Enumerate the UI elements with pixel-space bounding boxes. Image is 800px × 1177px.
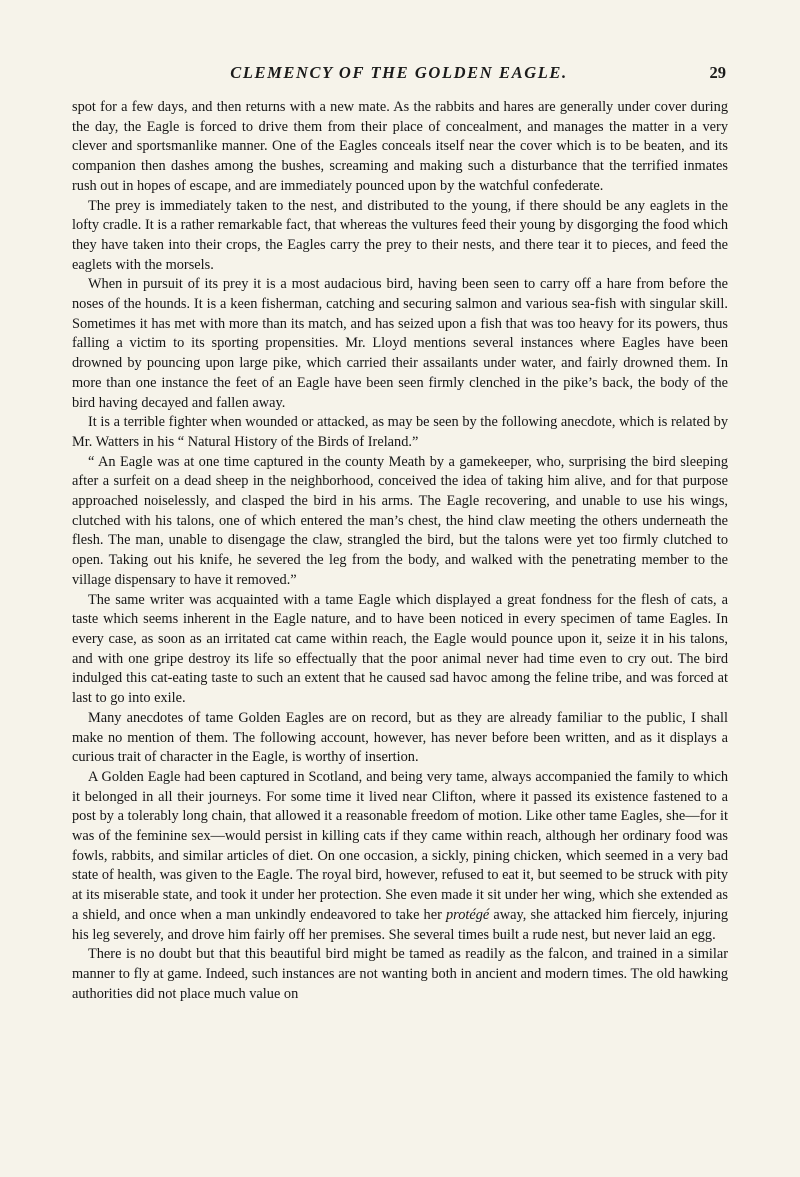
body-text	[72, 98, 728, 1004]
paragraph-taming: There is no doubt but that this beautiful bird might be tamed as readily as the falcon, and trained in a similar manner to fly at game. Indeed, such instances are not wanting both in ancient and modern times. The old hawking authorities did not place much value on	[72, 946, 728, 1002]
paragraph-fighter: It is a terrible fighter when wounded or attacked, as may be seen by the following anecdote, which is related by Mr. Watters in his “ Natural History of the Birds of Ireland.”	[72, 414, 728, 450]
running-header	[72, 63, 726, 85]
paragraph-clifton-eagle	[72, 768, 728, 945]
paragraph-clifton-eagle-part-1: A Golden Eagle had been captured in Scotland, and being very tame, always accompanied the family to which it belonged in all their journeys. For some time it lived near Clifton, where it passed its existence fastened to a post by a tolerably long chain, that allowed it a reasonable freedom of motion. Like other tame Eagles, she—for it was of the feminine sex—would persist in killing cats if they came within reach, although her ordinary food was fowls, rabbits, and similar articles of diet. On one occasion, a sickly, pining chicken, which seemed in a very bad state of health, was given to the Eagle. The royal bird, however, refused to eat it, but seemed to be struck with pity at its miserable state, and took it under her protection. She even made it sit under her wing, which she extended as a shield, and once when a man unkindly endeavored to take her	[72, 768, 728, 923]
paragraph-rabbit-hunting: spot for a few days, and then returns with a new mate. As the rabbits and hares are generally under cover during the day, the Eagle is forced to drive them from their place of concealment, and manages the matter in a very clever and sportsmanlike manner. One of the Eagles conceals itself near the cover which is to be beaten, and its companion then dashes among the bushes, screaming and making such a disturbance that the terrified inmates rush out in hopes of escape, and are immediately pounced upon by the watchful confederate.	[72, 99, 728, 194]
paragraph-prey-nest: The prey is immediately taken to the nest, and distributed to the young, if there should be any eaglets in the lofty cradle. It is a rather remarkable fact, that whereas the vultures feed their young by disgorging the food which they have taken into their crops, the Eagles carry the prey to their nests, and there tear it to pieces, and feed the eaglets with the morsels.	[72, 197, 728, 273]
paragraph-cat-eating: The same writer was acquainted with a tame Eagle which displayed a great fondness for the flesh of cats, a taste which seems inherent in the Eagle nature, and to have been noticed in every specimen of tame Eagles. In every case, as soon as an irritated cat came within reach, the Eagle would pounce upon it, seize it in his talons, and with one gripe destroy its life so effectually that the poor animal never had time even to cry out. The bird indulged this cat-eating taste to such an extent that he caused sad havoc among the feline tribe, and was forced at last to go into exile.	[72, 591, 728, 707]
page-number: 29	[709, 63, 726, 82]
paragraph-fishing: When in pursuit of its prey it is a most audacious bird, having been seen to carry off a hare from before the noses of the hounds. It is a keen fisherman, catching and securing salmon and various sea-fish with singular skill. Sometimes it has met with more than its match, and has seized upon a fish that was too heavy for its powers, thus falling a victim to its sporting propensities. Mr. Lloyd mentions several instances where Eagles have been drowned by pouncing upon large pike, which carried their assailants under water, and fairly drowned them. In more than one instance the feet of an Eagle have been seen firmly clenched in the pike’s back, the body of the bird having decayed and fallen away.	[72, 276, 728, 411]
paragraph-anecdotes: Many anecdotes of tame Golden Eagles are on record, but as they are already familiar to the public, I shall make no mention of them. The following account, however, has never before been written, and as it displays a curious trait of character in the Eagle, is worthy of insertion.	[72, 709, 728, 766]
paragraph-gamekeeper-quote: “ An Eagle was at one time captured in the county Meath by a gamekeeper, who, surprising the bird sleeping after a surfeit on a dead sheep in the neighborhood, conceived the idea of taking him alive, and for that purpose approached noiselessly, and clasped the bird in his arms. The Eagle recovering, and unable to use his wings, clutched with his talons, one of which entered the man’s chest, the hind claw meeting the others underneath the flesh. The man, unable to disengage the claw, strangled the bird, but the talons were yet too firmly clutched to open. Taking out his knife, he severed the leg from the body, and walked with the penetrating member to the village dispensary to have it removed.”	[72, 453, 728, 588]
paragraph-clifton-eagle-part-2: away, she attacked him fiercely, injuring his leg severely, and drove him fairly off her premises. She several times built a rude nest, but never laid an egg.	[72, 906, 728, 943]
protege-italic-word: protégé	[446, 906, 490, 923]
running-title: CLEMENCY OF THE GOLDEN EAGLE.	[230, 63, 568, 82]
